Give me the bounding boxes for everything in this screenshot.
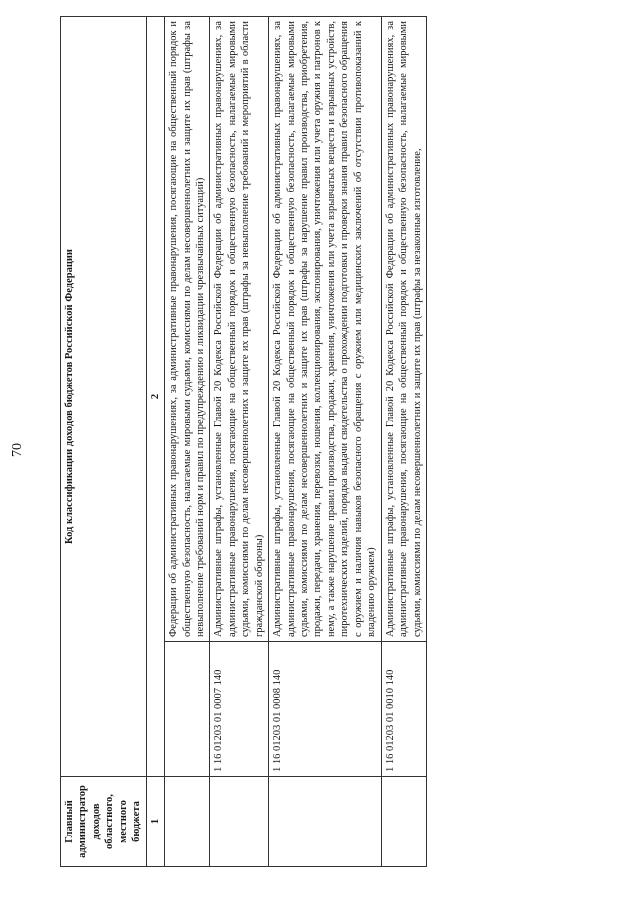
table-header-row — [61, 17, 147, 867]
table-row — [269, 17, 382, 867]
row-description-cell: Административные штрафы, установленные Главой 20 Кодекса Российской Федерации об административных правонарушениях, за административные правонарушения, посягающие на общественный порядок и общественную безопасность, налагаемые мировыми судьями, комиссиями по делам несовершеннолетних и защите их прав (штрафы за незаконные изготовление, — [381, 17, 426, 642]
row-admin-cell — [381, 777, 426, 867]
table-row — [165, 17, 210, 867]
column-number-1: 1 — [146, 777, 164, 867]
header-code-desc: Код классификации доходов бюджетов Российской Федерации — [61, 17, 147, 777]
row-code-cell: 1 16 01203 01 0007 140 — [210, 642, 269, 777]
row-admin-cell — [269, 777, 382, 867]
row-admin-cell — [210, 777, 269, 867]
row-description-cell: Федерации об административных правонарушениях, за административные правонарушения, посягающие на общественный порядок и общественную безопасность, налагаемые мировыми судьями, комиссиями по делам несовершеннолетних и защите их прав (штрафы за невыполнение требований норм и правил по предупреждению и ликвидации чрезвычайных ситуаций) — [165, 17, 210, 642]
row-description-cell: Административные штрафы, установленные Главой 20 Кодекса Российской Федерации об административных правонарушениях, за административные правонарушения, посягающие на общественный порядок и общественную безопасность, налагаемые мировыми судьями, комиссиями по делам несовершеннолетних и защите их прав (штрафы за невыполнение требований и мероприятий в области гражданской обороны) — [210, 17, 269, 642]
header-admin: Главный администратор доходов областного, местного бюджета — [61, 777, 147, 867]
table-row — [210, 17, 269, 867]
row-code-cell: 1 16 01203 01 0010 140 — [381, 642, 426, 777]
column-number-row — [146, 17, 164, 867]
revenue-classification-table — [60, 16, 427, 867]
page-number: 70 — [10, 443, 25, 457]
table-row — [381, 17, 426, 867]
row-code-cell: 1 16 01203 01 0008 140 — [269, 642, 382, 777]
row-admin-cell — [165, 777, 210, 867]
row-code-cell — [165, 642, 210, 777]
column-number-2: 2 — [146, 17, 164, 777]
row-description-cell: Административные штрафы, установленные Главой 20 Кодекса Российской Федерации об административных правонарушениях, за административные правонарушения, посягающие на общественный порядок и общественную безопасность, налагаемые мировыми судьями, комиссиями по делам несовершеннолетних и защите их прав (штрафы за нарушение правил производства, приобретения, продажи, передачи, хранения, перевозки, ношения, коллекционирования, экспонирования, уничтожения или учета оружия и патронов к нему, а также нарушение правил производства, продажи, хранения, уничтожения или учета взрывчатых веществ и взрывных устройств, пиротехнических изделий, порядка выдачи свидетельства о прохождении подготовки и проверки знания правил безопасного обращения с оружием и наличия навыков безопасного обращения с оружием или медицинских заключений об отсутствии противопоказаний к владению оружием) — [269, 17, 382, 642]
